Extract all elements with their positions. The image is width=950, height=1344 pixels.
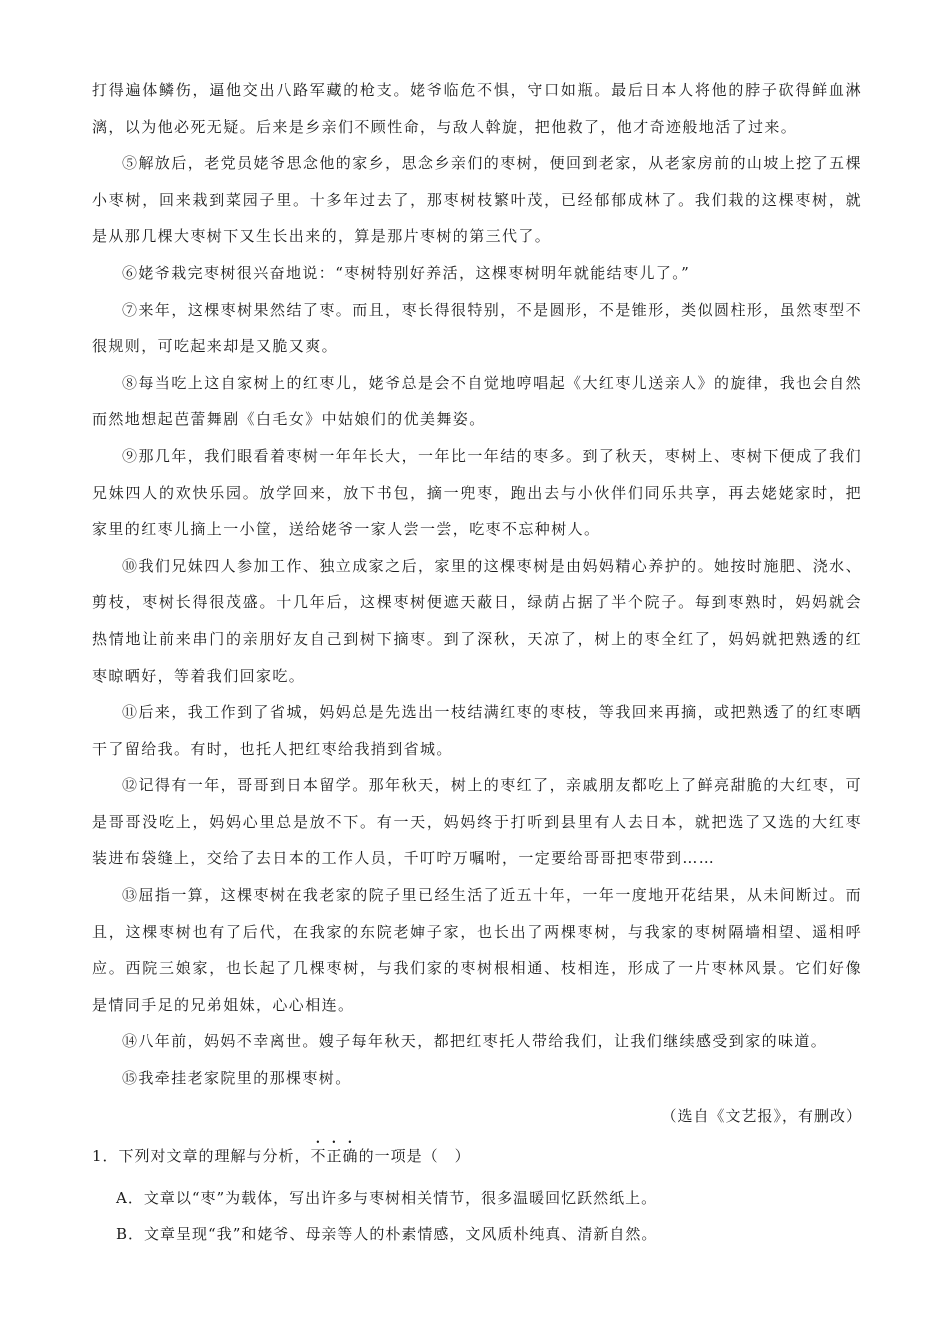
paragraph-5: ⑤解放后，老党员姥爷思念他的家乡，思念乡亲们的枣树，便回到老家，从老家房前的山坡上挖了五棵小枣树，回来栽到菜园子里。十多年过去了，那枣树枝繁叶茂，已经郁郁成林了。我们栽的这棵枣树，就是从那几棵大枣树下又生长出来的，算是那片枣树的第三代了。 <box>92 154 862 246</box>
paragraph-14: ⑭八年前，妈妈不幸离世。嫂子每年秋天，都把红枣托人带给我们，让我们继续感受到家的味道。 <box>122 1032 828 1051</box>
paragraph-15: ⑮我牵挂老家院里的那棵枣树。 <box>122 1069 352 1088</box>
paragraph-4-cont: 打得遍体鳞伤，逼他交出八路军藏的枪支。姥爷临危不惧，守口如瓶。最后日本人将他的脖子砍得鲜血淋漓，以为他必死无疑。后来是乡亲们不顾性命，与敌人斡旋，把他救了，他才奇迹般地活了过来。 <box>92 81 862 136</box>
source-citation: （选自《文艺报》，有删改） <box>661 1106 862 1125</box>
paragraph-10: ⑩我们兄妹四人参加工作、独立成家之后，家里的这棵枣树是由妈妈精心养护的。她按时施肥、浇水、剪枝，枣树长得很茂盛。十几年后，这棵枣树便遮天蔽日，绿荫占据了半个院子。每到枣熟时，妈妈就会热情地让前来串门的亲朋好友自己到树下摘枣。到了深秋，天凉了，树上的枣全红了，妈妈就把熟透的红枣晾晒好，等着我们回家吃。 <box>92 556 862 685</box>
paragraph-8: ⑧每当吃上这自家树上的红枣儿，姥爷总是会不自觉地哼唱起《大红枣儿送亲人》的旋律，我也会自然而然地想起芭蕾舞剧《白毛女》中姑娘们的优美舞姿。 <box>92 373 862 429</box>
document-page <box>92 72 862 1253</box>
question-suffix: 的一项是（ ） <box>358 1147 471 1166</box>
paragraph-7: ⑦来年，这棵枣树果然结了枣。而且，枣长得很特别，不是圆形，不是锥形，类似圆柱形，虽然枣型不很规则，可吃起来却是又脆又爽。 <box>92 300 862 356</box>
question-emphasis: 不正确 <box>310 1147 359 1166</box>
paragraph-6: ⑥姥爷栽完枣树很兴奋地说：“枣树特别好养活，这棵枣树明年就能结枣儿了。” <box>122 263 691 282</box>
paragraph-12: ⑫记得有一年，哥哥到日本留学。那年秋天，树上的枣红了，亲戚朋友都吃上了鲜亮甜脆的大红枣，可是哥哥没吃上，妈妈心里总是放不下。有一天，妈妈终于打听到县里有人去日本，就把选了又选的大红枣装进布袋缝上，交给了去日本的工作人员，千叮咛万嘱咐，一定要给哥哥把枣带到…… <box>92 776 862 868</box>
paragraph-9: ⑨那几年，我们眼看着枣树一年年长大，一年比一年结的枣多。到了秋天，枣树上、枣树下便成了我们兄妹四人的欢快乐园。放学回来，放下书包，摘一兜枣，跑出去与小伙伴们同乐共享，再去姥姥家时，把家里的红枣儿摘上一小筐，送给姥爷一家人尝一尝，吃枣不忘种树人。 <box>92 446 862 539</box>
article-body <box>92 72 862 1097</box>
option-a: A．文章以“枣”为载体，写出许多与枣树相关情节，很多温暖回忆跃然纸上。 <box>116 1188 658 1207</box>
paragraph-13: ⑬屈指一算，这棵枣树在我老家的院子里已经生活了近五十年，一年一度地开花结果，从未间断过。而且，这棵枣树也有了后代，在我家的东院老婶子家，也长出了两棵枣树，与我家的枣树隔墙相望、遥相呼应。西院三娘家，也长起了几棵枣树，与我们家的枣树根相通、枝相连，形成了一片枣林风景。它们好像是情同手足的兄弟姐妹，心心相连。 <box>92 886 862 1014</box>
paragraph-11: ⑪后来，我工作到了省城，妈妈总是先选出一枝结满红枣的枣枝，等我回来再摘，或把熟透了的红枣晒干了留给我。有时，也托人把红枣给我捎到省城。 <box>92 703 862 758</box>
question-options <box>92 1180 862 1253</box>
question-prefix: 1．下列对文章的理解与分析， <box>92 1147 311 1166</box>
question-1 <box>92 1138 862 1175</box>
option-b: B．文章呈现“我”和姥爷、母亲等人的朴素情感，文风质朴纯真、清新自然。 <box>116 1225 658 1244</box>
